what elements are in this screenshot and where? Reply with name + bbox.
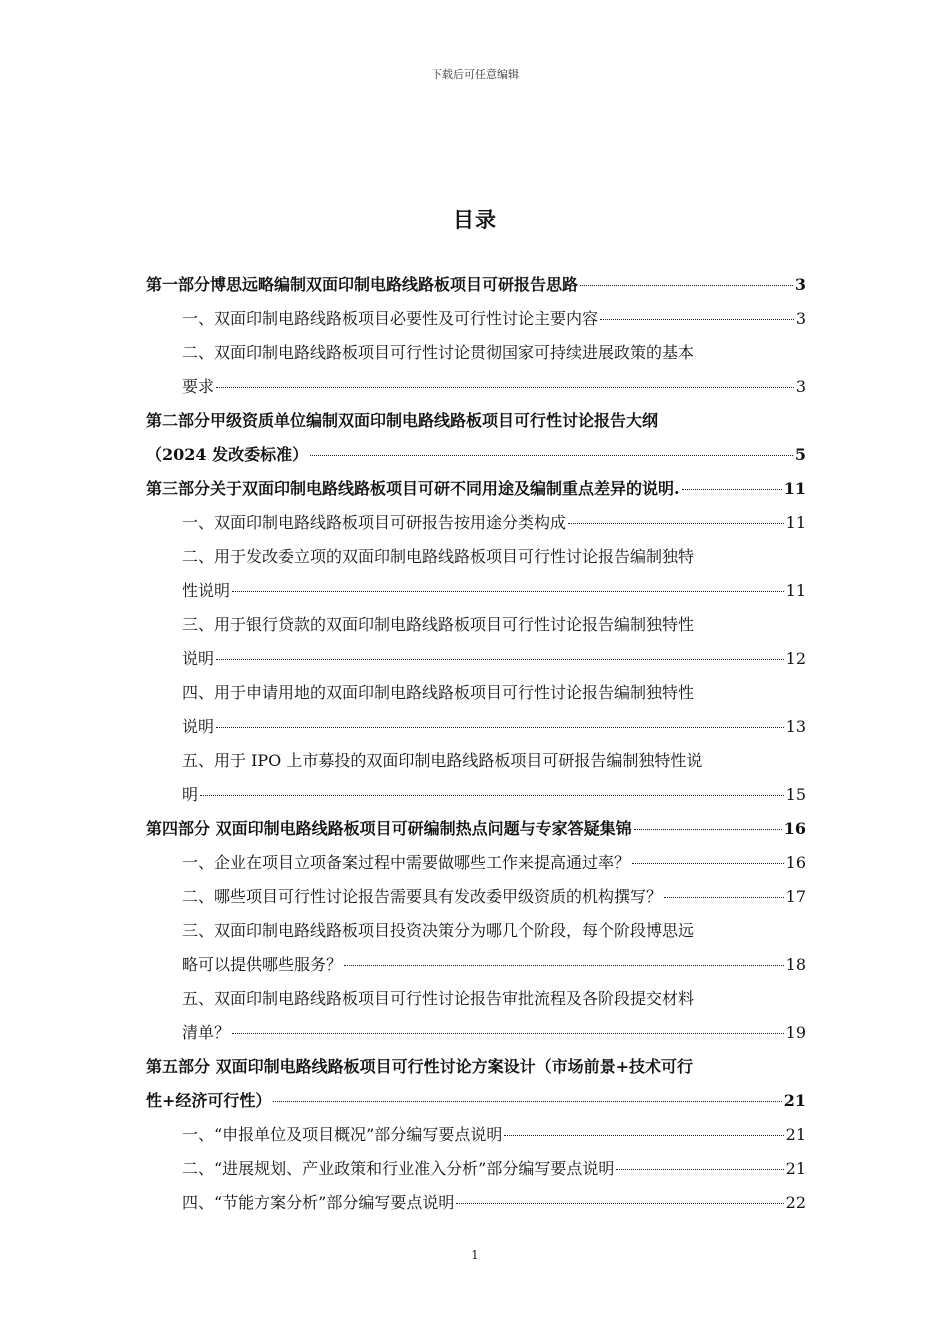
toc-page-number: 12	[785, 649, 806, 668]
toc-entry-section[interactable]	[146, 1120, 806, 1154]
toc-page-number: 16	[783, 819, 806, 838]
toc-entry-part[interactable]	[146, 406, 806, 474]
page-number: 1	[471, 1248, 479, 1262]
toc-page-number: 18	[785, 955, 806, 974]
toc-entry-text: 明	[182, 785, 199, 804]
toc-entry-section[interactable]	[146, 1188, 806, 1222]
dot-leader	[273, 1101, 781, 1102]
toc-entry-part[interactable]	[146, 474, 806, 508]
toc-page-number: 21	[785, 1159, 806, 1178]
toc-entry-text: 第二部分甲级资质单位编制双面印制电路线路板项目可行性讨论报告大纲	[146, 411, 659, 430]
dot-leader	[216, 659, 784, 660]
toc-page-number: 16	[785, 853, 806, 872]
toc-page-number: 3	[795, 309, 806, 328]
toc-entry-part[interactable]	[146, 1052, 806, 1120]
toc-entry-section[interactable]	[146, 338, 806, 406]
toc-entry-text: 五、双面印制电路线路板项目可行性讨论报告审批流程及各阶段提交材料	[182, 989, 695, 1008]
dot-leader	[568, 523, 784, 524]
dot-leader	[580, 285, 793, 286]
toc-entry-section[interactable]	[146, 1154, 806, 1188]
dot-leader	[216, 387, 794, 388]
toc-entry-section[interactable]	[146, 848, 806, 882]
toc-entry-text: 性说明	[182, 581, 231, 600]
dot-leader	[232, 1033, 784, 1034]
toc-entry-text: 说明	[182, 649, 215, 668]
dot-leader	[310, 455, 793, 456]
toc-entry-text: 第三部分关于双面印制电路线路板项目可研不同用途及编制重点差异的说明.	[146, 479, 680, 498]
toc-entry-text: 三、用于银行贷款的双面印制电路线路板项目可行性讨论报告编制独特性	[182, 615, 695, 634]
toc-page-number: 22	[785, 1193, 806, 1212]
dot-leader	[344, 965, 784, 966]
dot-leader	[456, 1203, 783, 1204]
toc-entry-text: 要求	[182, 377, 215, 396]
toc-entry-text: 二、“进展规划、产业政策和行业准入分析”部分编写要点说明	[182, 1159, 615, 1178]
dot-leader	[216, 727, 784, 728]
toc-entry-text: 性+经济可行性）	[146, 1091, 272, 1110]
dot-leader	[616, 1169, 783, 1170]
toc-entry-section[interactable]	[146, 882, 806, 916]
toc-page-number: 17	[785, 887, 806, 906]
toc-entry-section[interactable]	[146, 916, 806, 984]
toc-entry-part[interactable]	[146, 814, 806, 848]
toc-entry-text: 一、企业在项目立项备案过程中需要做哪些工作来提高通过率？	[182, 853, 631, 872]
toc-page-number: 11	[785, 513, 806, 532]
toc-entry-text: 一、双面印制电路线路板项目可研报告按用途分类构成	[182, 513, 567, 532]
page-header: 下载后可任意编辑	[431, 68, 519, 81]
toc-entry-text: 二、用于发改委立项的双面印制电路线路板项目可行性讨论报告编制独特	[182, 547, 695, 566]
dot-leader	[682, 489, 782, 490]
table-of-contents	[146, 270, 806, 1222]
toc-page-number: 5	[794, 445, 806, 464]
dot-leader	[632, 863, 784, 864]
dot-leader	[200, 795, 784, 796]
dot-leader	[664, 897, 784, 898]
toc-page-number: 15	[785, 785, 806, 804]
toc-entry-section[interactable]	[146, 508, 806, 542]
toc-page-number: 11	[783, 479, 806, 498]
toc-entry-text: （2024 发改委标准）	[146, 445, 309, 464]
toc-entry-text: 四、“节能方案分析”部分编写要点说明	[182, 1193, 455, 1212]
toc-entry-text: 三、双面印制电路线路板项目投资决策分为哪几个阶段，每个阶段博思远	[182, 921, 695, 940]
dot-leader	[504, 1135, 783, 1136]
toc-entry-section[interactable]	[146, 542, 806, 610]
toc-entry-section[interactable]	[146, 304, 806, 338]
toc-entry-text: 一、双面印制电路线路板项目必要性及可行性讨论主要内容	[182, 309, 599, 328]
toc-entry-text: 第五部分 双面印制电路线路板项目可行性讨论方案设计（市场前景+技术可行	[146, 1057, 693, 1076]
dot-leader	[600, 319, 794, 320]
toc-entry-section[interactable]	[146, 984, 806, 1052]
toc-entry-text: 二、哪些项目可行性讨论报告需要具有发改委甲级资质的机构撰写？	[182, 887, 663, 906]
toc-entry-section[interactable]	[146, 678, 806, 746]
dot-leader	[232, 591, 784, 592]
toc-entry-text: 清单？	[182, 1023, 231, 1042]
toc-entry-section[interactable]	[146, 746, 806, 814]
toc-page-number: 21	[783, 1091, 806, 1110]
toc-page-number: 21	[785, 1125, 806, 1144]
toc-entry-text: 第四部分 双面印制电路线路板项目可研编制热点问题与专家答疑集锦	[146, 819, 632, 838]
toc-entry-text: 二、双面印制电路线路板项目可行性讨论贯彻国家可持续进展政策的基本	[182, 343, 695, 362]
toc-entry-text: 说明	[182, 717, 215, 736]
toc-entry-text: 略可以提供哪些服务？	[182, 955, 343, 974]
toc-page-number: 11	[785, 581, 806, 600]
toc-page-number: 3	[795, 377, 806, 396]
toc-page-number: 19	[785, 1023, 806, 1042]
dot-leader	[634, 829, 782, 830]
toc-page-number: 3	[794, 275, 806, 294]
toc-entry-part[interactable]	[146, 270, 806, 304]
toc-title: 目录	[453, 207, 497, 232]
toc-page-number: 13	[785, 717, 806, 736]
toc-entry-text: 四、用于申请用地的双面印制电路线路板项目可行性讨论报告编制独特性	[182, 683, 695, 702]
toc-entry-text: 一、“申报单位及项目概况”部分编写要点说明	[182, 1125, 503, 1144]
toc-entry-section[interactable]	[146, 610, 806, 678]
toc-entry-text: 第一部分博思远略编制双面印制电路线路板项目可研报告思路	[146, 275, 579, 294]
toc-entry-text: 五、用于 IPO 上市募投的双面印制电路线路板项目可研报告编制独特性说	[182, 751, 703, 770]
